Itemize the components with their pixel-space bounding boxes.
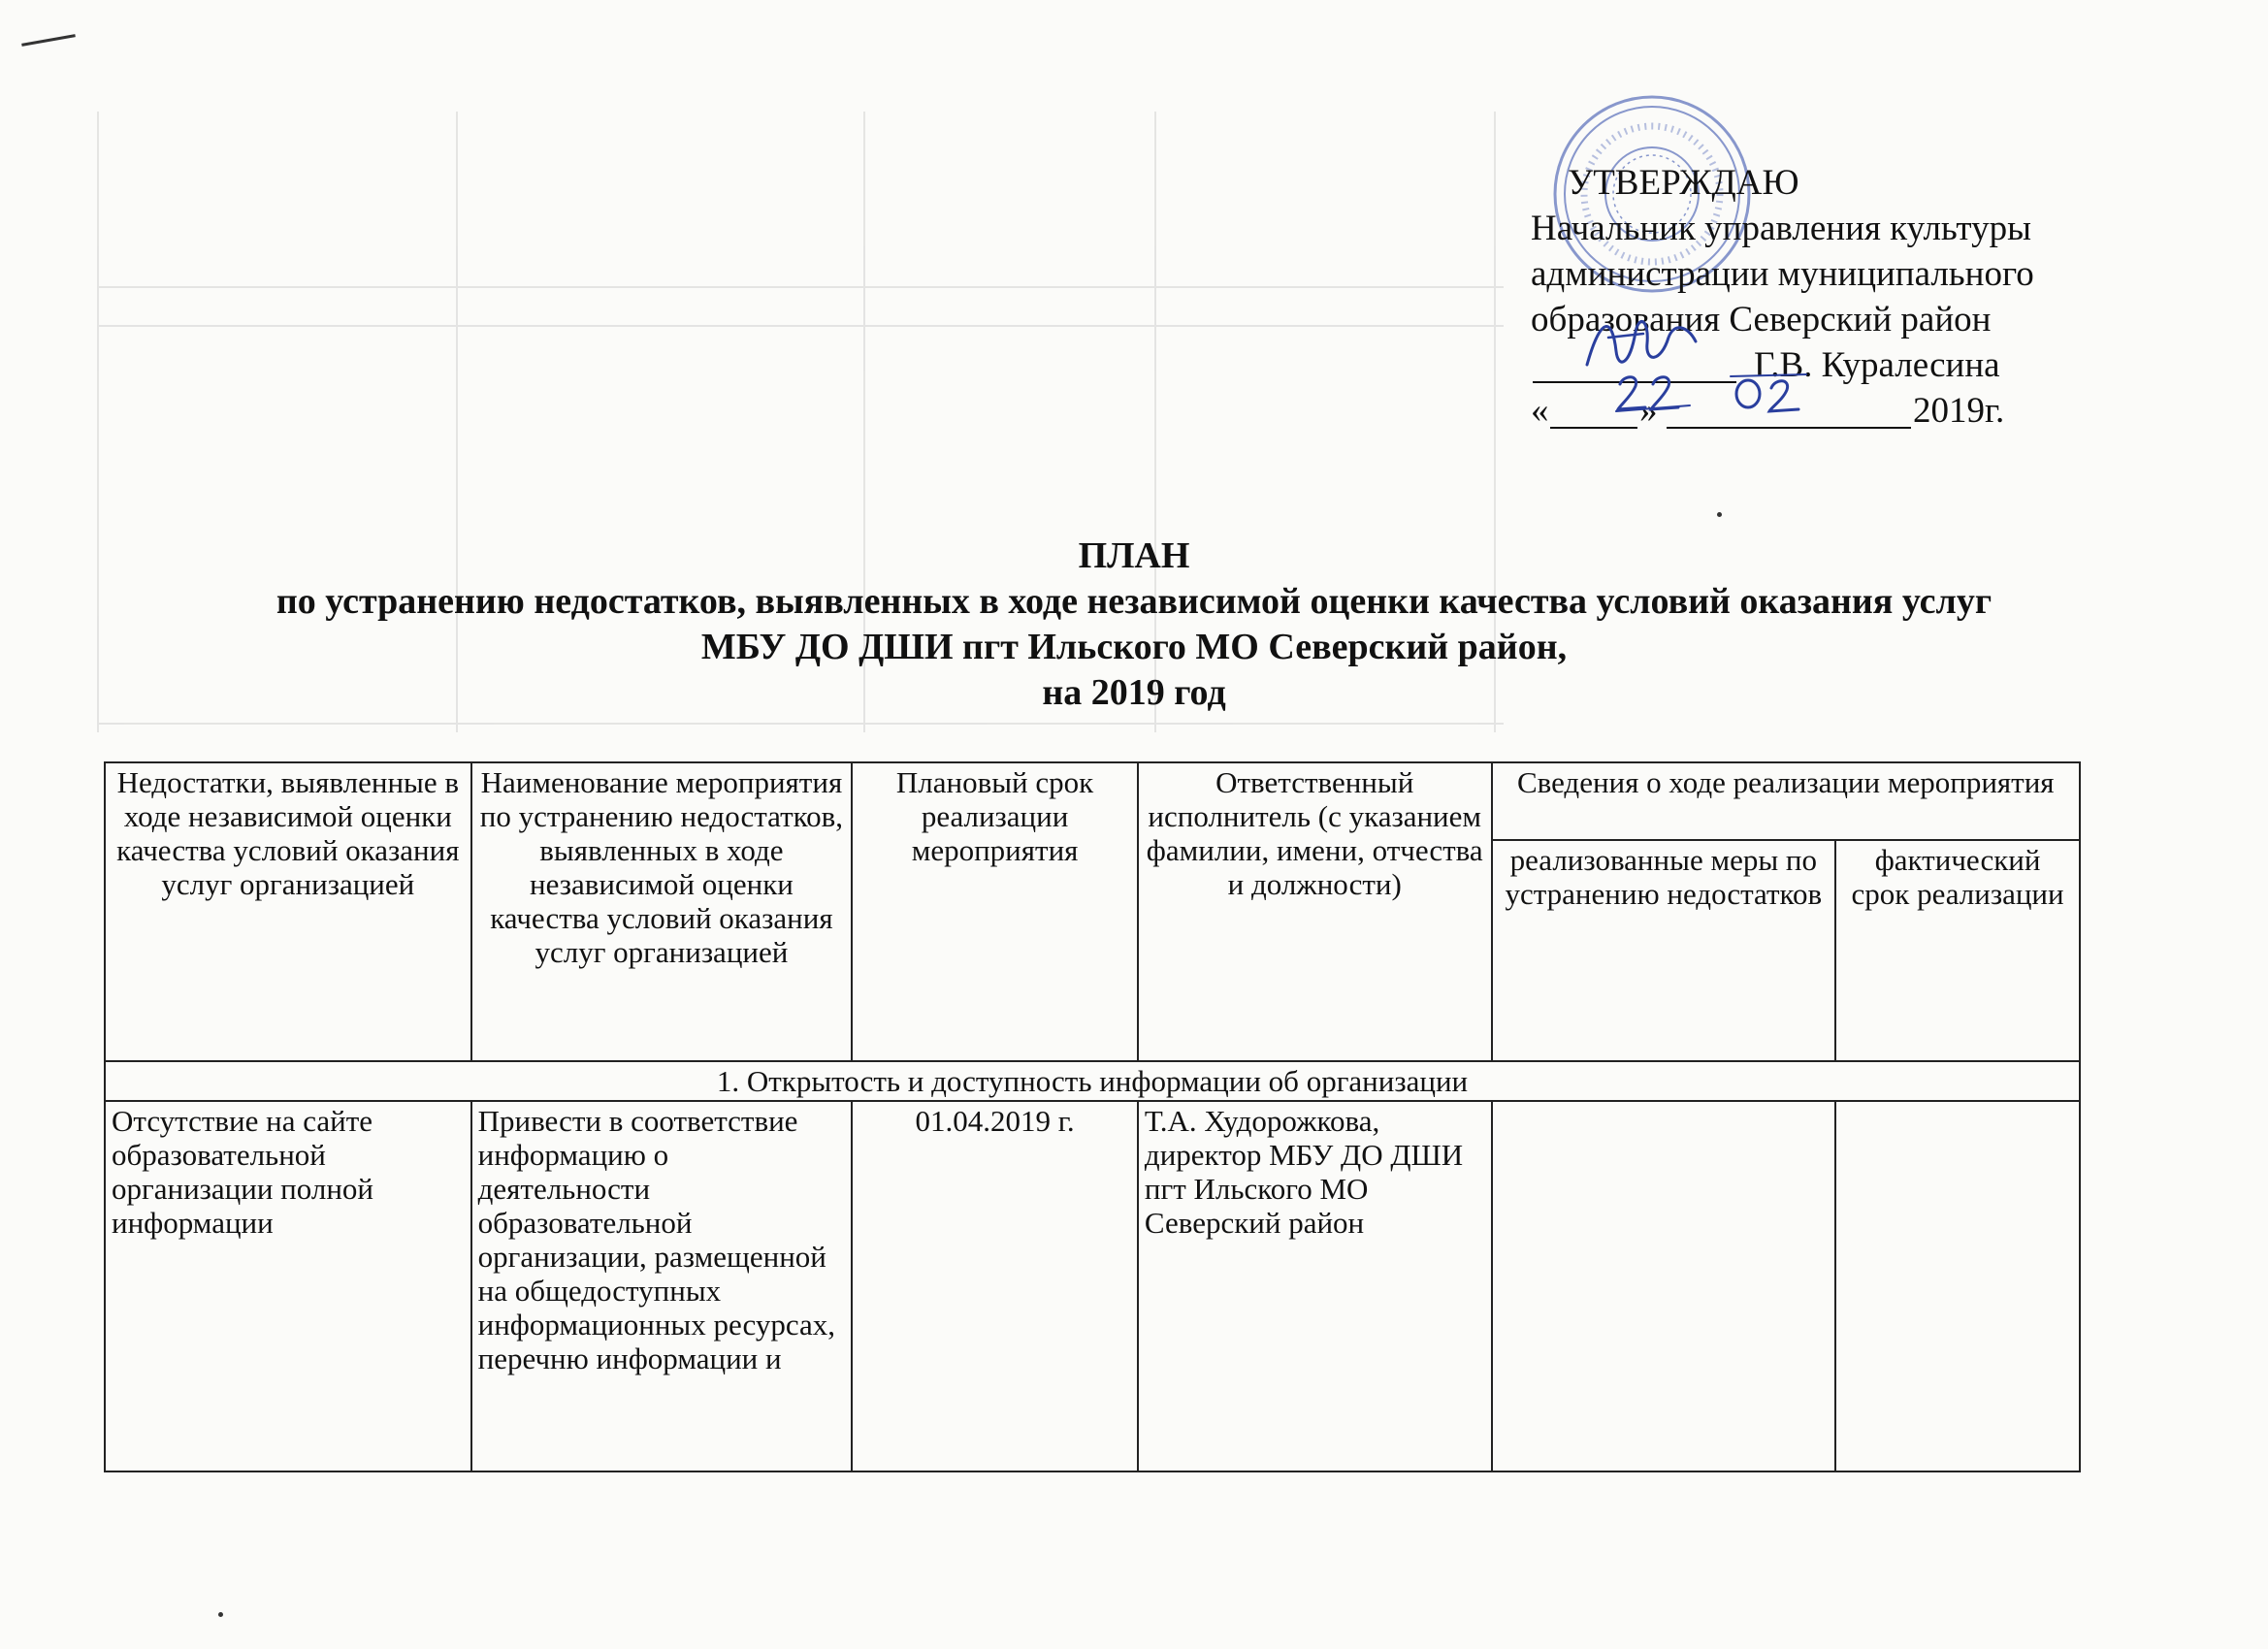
date-open-quote: « <box>1531 391 1549 431</box>
header-actual-term: фактический срок реализации <box>1835 840 2080 1061</box>
month-underline <box>1667 427 1911 429</box>
day-underline <box>1550 427 1637 429</box>
header-responsible: Ответственный исполнитель (с указанием фамилии, имени, отчества и должности) <box>1138 762 1492 1061</box>
table-header-row <box>105 762 2080 840</box>
header-shortcomings: Недостатки, выявленные в ходе независимой оценки качества условий оказания услуг организацией <box>105 762 471 1061</box>
cell-shortcoming: Отсутствие на сайте образовательной организации полной информации <box>105 1101 471 1471</box>
header-implemented-measures: реализованные меры по устранению недостатков <box>1492 840 1836 1061</box>
handwritten-day <box>1614 371 1692 413</box>
document-subtitle: на 2019 год <box>1042 672 1226 713</box>
document-subtitle: по устранению недостатков, выявленных в ходе независимой оценки качества условий оказания услуг <box>275 581 1993 622</box>
handwritten-month <box>1725 371 1812 413</box>
approval-title: УТВЕРЖДАЮ <box>1568 163 1799 203</box>
scan-speck <box>218 1612 223 1617</box>
approval-position-line: образования Северский район <box>1531 300 1992 340</box>
document-title: ПЛАН <box>1078 535 1190 576</box>
cell-implemented <box>1492 1101 1836 1471</box>
header-planned-term: Плановый срок реализации мероприятия <box>852 762 1138 1061</box>
plan-table <box>104 761 2081 1472</box>
approval-position-line: Начальник управления культуры <box>1531 209 2031 248</box>
cell-responsible: Т.А. Худорожкова, директор МБУ ДО ДШИ пгт Ильского МО Северский район <box>1138 1101 1492 1471</box>
cell-planned-term: 01.04.2019 г. <box>852 1101 1138 1471</box>
date-close-quote: » <box>1639 391 1658 431</box>
handwritten-signature <box>1579 308 1705 378</box>
scan-mark <box>21 34 76 47</box>
header-measure-name: Наименование мероприятия по устранению недостатков, выявленных в ходе независимой оценки качества условий оказания услуг организацией <box>471 762 853 1061</box>
cell-actual-term <box>1835 1101 2080 1471</box>
document-subtitle: МБУ ДО ДШИ пгт Ильского МО Северский район, <box>700 627 1568 667</box>
signatory-name: Г.В. Куралесина <box>1754 345 2000 385</box>
approval-position-line: администрации муниципального <box>1531 254 2034 294</box>
document-heading <box>0 534 2268 716</box>
section-title: 1. Открытость и доступность информации об организации <box>105 1061 2080 1101</box>
scan-speck <box>1717 512 1722 517</box>
section-row <box>105 1061 2080 1101</box>
table-row <box>105 1101 2080 1471</box>
date-year: 2019г. <box>1913 391 2005 431</box>
cell-measure: Привести в соответствие информацию о деятельности образовательной организации, размещенной на общедоступных информационных ресурсах, перечню информации и <box>471 1101 853 1471</box>
header-progress: Сведения о ходе реализации мероприятия <box>1492 762 2080 840</box>
